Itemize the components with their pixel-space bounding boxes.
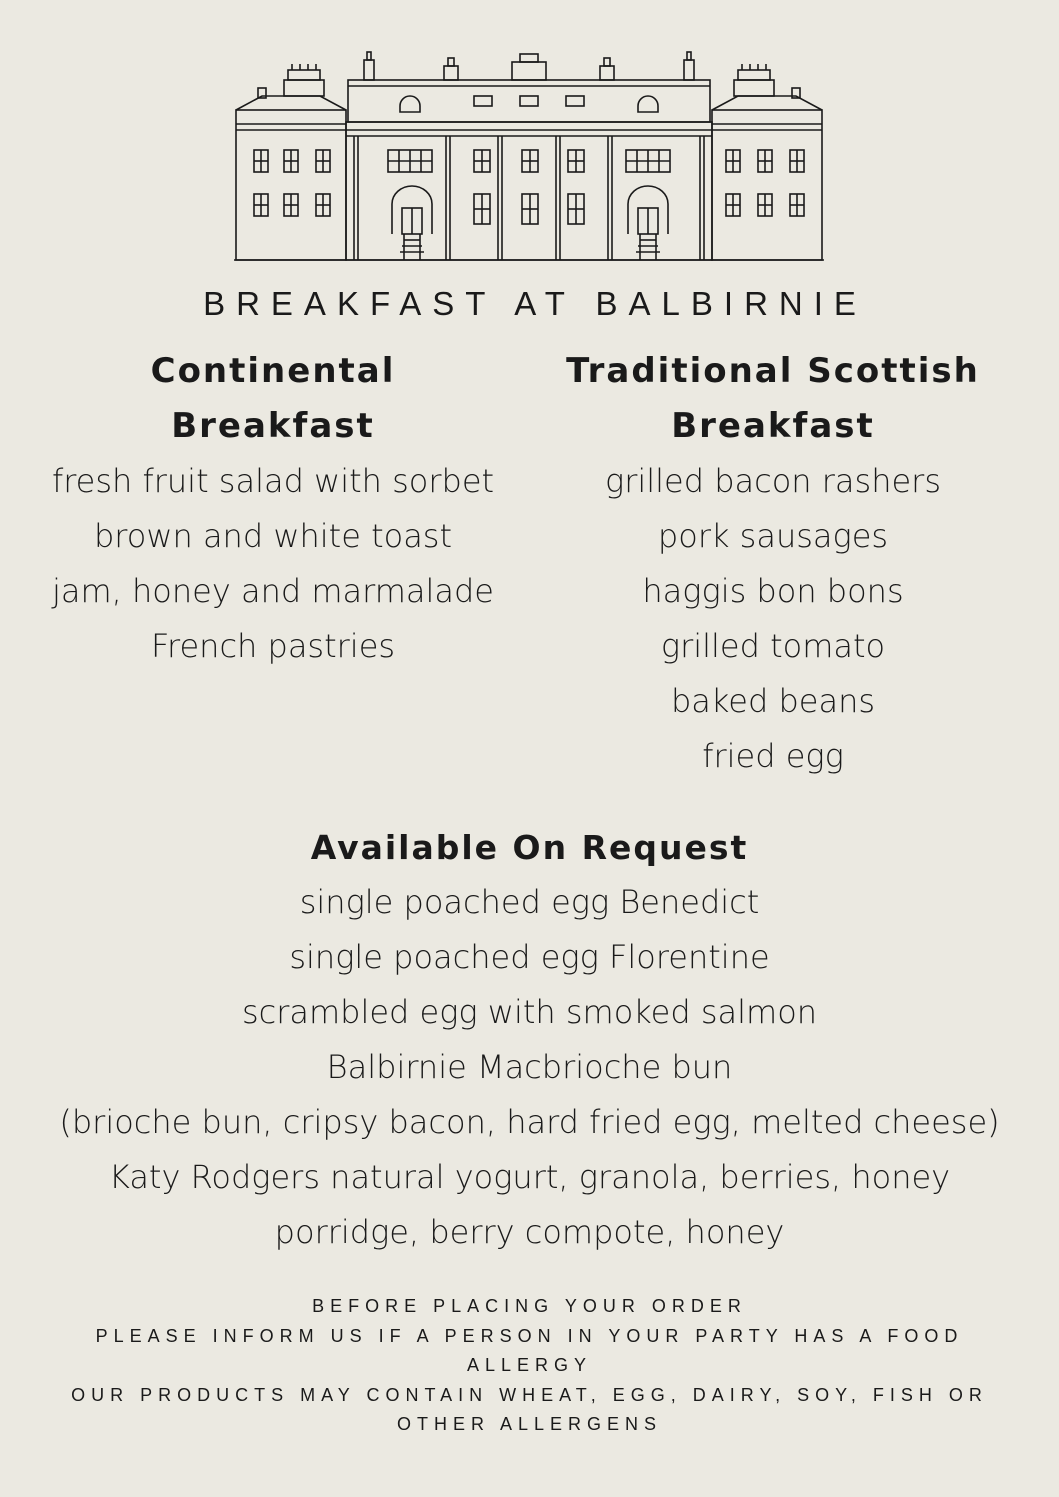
list-item: Katy Rodgers natural yogurt, granola, berries, honey bbox=[108, 1158, 951, 1196]
list-item: single poached egg Benedict bbox=[299, 883, 760, 921]
scottish-section bbox=[548, 344, 998, 784]
page-title: BREAKFAST AT BALBIRNIE bbox=[203, 285, 867, 322]
on-request-list bbox=[0, 875, 1059, 1260]
scottish-heading-text: Traditional Scottish Breakfast bbox=[566, 351, 980, 446]
list-item: (brioche bun, cripsy bacon, hard fried egg, melted cheese) bbox=[59, 1103, 1000, 1141]
list-item: grilled tomato bbox=[660, 627, 886, 665]
list-item: jam, honey and marmalade bbox=[52, 572, 494, 610]
scottish-list bbox=[548, 454, 998, 784]
scottish-heading bbox=[548, 344, 998, 454]
list-item: fresh fruit salad with sorbet bbox=[51, 462, 495, 500]
list-item: single poached egg Florentine bbox=[289, 938, 770, 976]
continental-heading-text: Continental Breakfast bbox=[150, 351, 396, 446]
continental-section bbox=[50, 344, 496, 674]
on-request-section bbox=[0, 820, 1059, 1260]
list-item: grilled bacon rashers bbox=[605, 462, 941, 500]
allergy-note bbox=[40, 1292, 1019, 1440]
list-item: French pastries bbox=[150, 627, 396, 665]
list-item: Balbirnie Macbrioche bun bbox=[326, 1048, 733, 1086]
list-item: pork sausages bbox=[657, 517, 889, 555]
list-item: scrambled egg with smoked salmon bbox=[241, 993, 818, 1031]
list-item: baked beans bbox=[670, 682, 876, 720]
allergy-note-line: OUR PRODUCTS MAY CONTAIN WHEAT, EGG, DAIRY, SOY, FISH OR OTHER ALLERGENS bbox=[71, 1384, 988, 1434]
on-request-heading: Available On Request bbox=[310, 828, 749, 867]
list-item: fried egg bbox=[702, 737, 844, 775]
mansion-house-icon bbox=[232, 44, 826, 264]
list-item: haggis bon bons bbox=[642, 572, 904, 610]
continental-heading bbox=[50, 344, 496, 454]
list-item: brown and white toast bbox=[93, 517, 453, 555]
continental-list bbox=[50, 454, 496, 674]
allergy-note-line: BEFORE PLACING YOUR ORDER bbox=[312, 1296, 747, 1316]
list-item: porridge, berry compote, honey bbox=[274, 1213, 785, 1251]
allergy-note-line: PLEASE INFORM US IF A PERSON IN YOUR PARTY HAS A FOOD ALLERGY bbox=[95, 1325, 964, 1375]
